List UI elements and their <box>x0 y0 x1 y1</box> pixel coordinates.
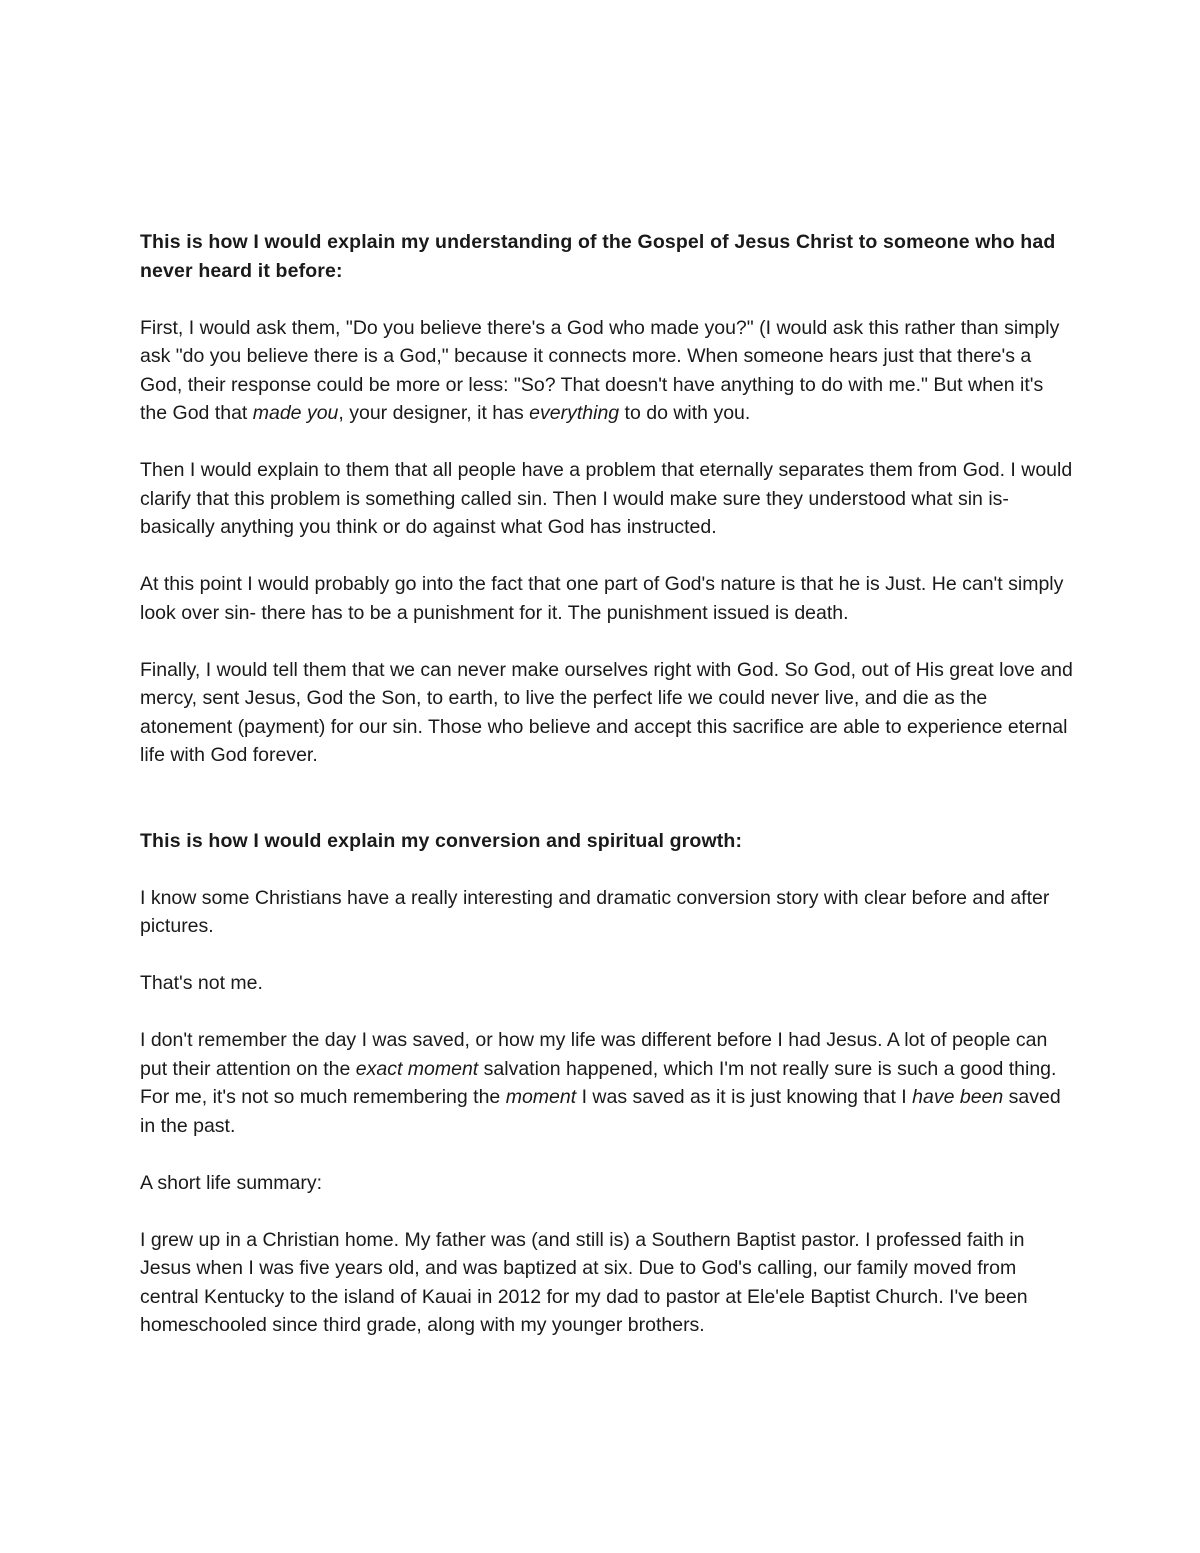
text-run: I don't remember the day I was saved, or how my life was different before I had Jesus. A lot of people can put their attention on the <box>140 1029 1048 1080</box>
text-run: salvation happened, which I'm not really sure is such a good thing. For me, it's not so much remembering the <box>140 1057 1057 1108</box>
document-page <box>140 228 1075 1368</box>
emphasis-exact-moment: exact moment <box>355 1057 479 1080</box>
paragraph-conversion-1: I know some Christians have a really interesting and dramatic conversion story with clear before and after pictures. <box>140 886 1050 937</box>
paragraph-conversion-3 <box>140 1026 1075 1140</box>
emphasis-made-you: made you <box>252 402 339 424</box>
paragraph-gospel-1 <box>140 314 1075 428</box>
emphasis-moment: moment <box>505 1086 577 1108</box>
paragraph-gospel-2: Then I would explain to them that all people have a problem that eternally separates them from God. I would clarify that this problem is something called sin. Then I would make sure they understood what sin is- basically anything you think or do against what God has instructed. <box>140 459 1073 538</box>
text-run: to do with you. <box>619 402 751 424</box>
text-run: saved in the past. <box>140 1086 1061 1137</box>
text-run: , your designer, it has <box>338 402 530 424</box>
emphasis-have-been: have been <box>912 1086 1004 1108</box>
text-run: I was saved as it is just knowing that I <box>576 1086 913 1108</box>
paragraph-gospel-3: At this point I would probably go into the fact that one part of God's nature is that he is Just. He can't simply look over sin- there has to be a punishment for it. The punishment issued is death. <box>140 573 1064 624</box>
text-run: First, I would ask them, "Do you believe there's a God who made you?" (I would ask this rather than simply ask "do you believe there is a God," because it connects more. When someone hears just that there's a God, their response could be more or less: "So? That doesn't have anything to do with me." But when it's the God that <box>140 316 1060 424</box>
emphasis-everything: everything <box>529 402 620 424</box>
paragraph-gospel-4: Finally, I would tell them that we can never make ourselves right with God. So God, out of His great love and mercy, sent Jesus, God the Son, to earth, to live the perfect life we could never live, and die as the atonement (payment) for our sin. Those who believe and accept this sacrifice are able to experience eternal life with God forever. <box>140 658 1073 766</box>
paragraph-conversion-4: A short life summary: <box>140 1171 323 1194</box>
section-heading-gospel: This is how I would explain my understanding of the Gospel of Jesus Christ to someone who had never heard it before: <box>140 231 1056 282</box>
paragraph-conversion-5: I grew up in a Christian home. My father was (and still is) a Southern Baptist pastor. I professed faith in Jesus when I was five years old, and was baptized at six. Due to God's calling, our family moved from central Kentucky to the island of Kauai in 2012 for my dad to pastor at Ele'ele Baptist Church. I've been homeschooled since third grade, along with my younger brothers. <box>140 1228 1028 1336</box>
section-heading-conversion: This is how I would explain my conversion and spiritual growth: <box>140 829 743 852</box>
section-spacer <box>140 798 1075 827</box>
paragraph-conversion-2: That's not me. <box>140 972 263 994</box>
